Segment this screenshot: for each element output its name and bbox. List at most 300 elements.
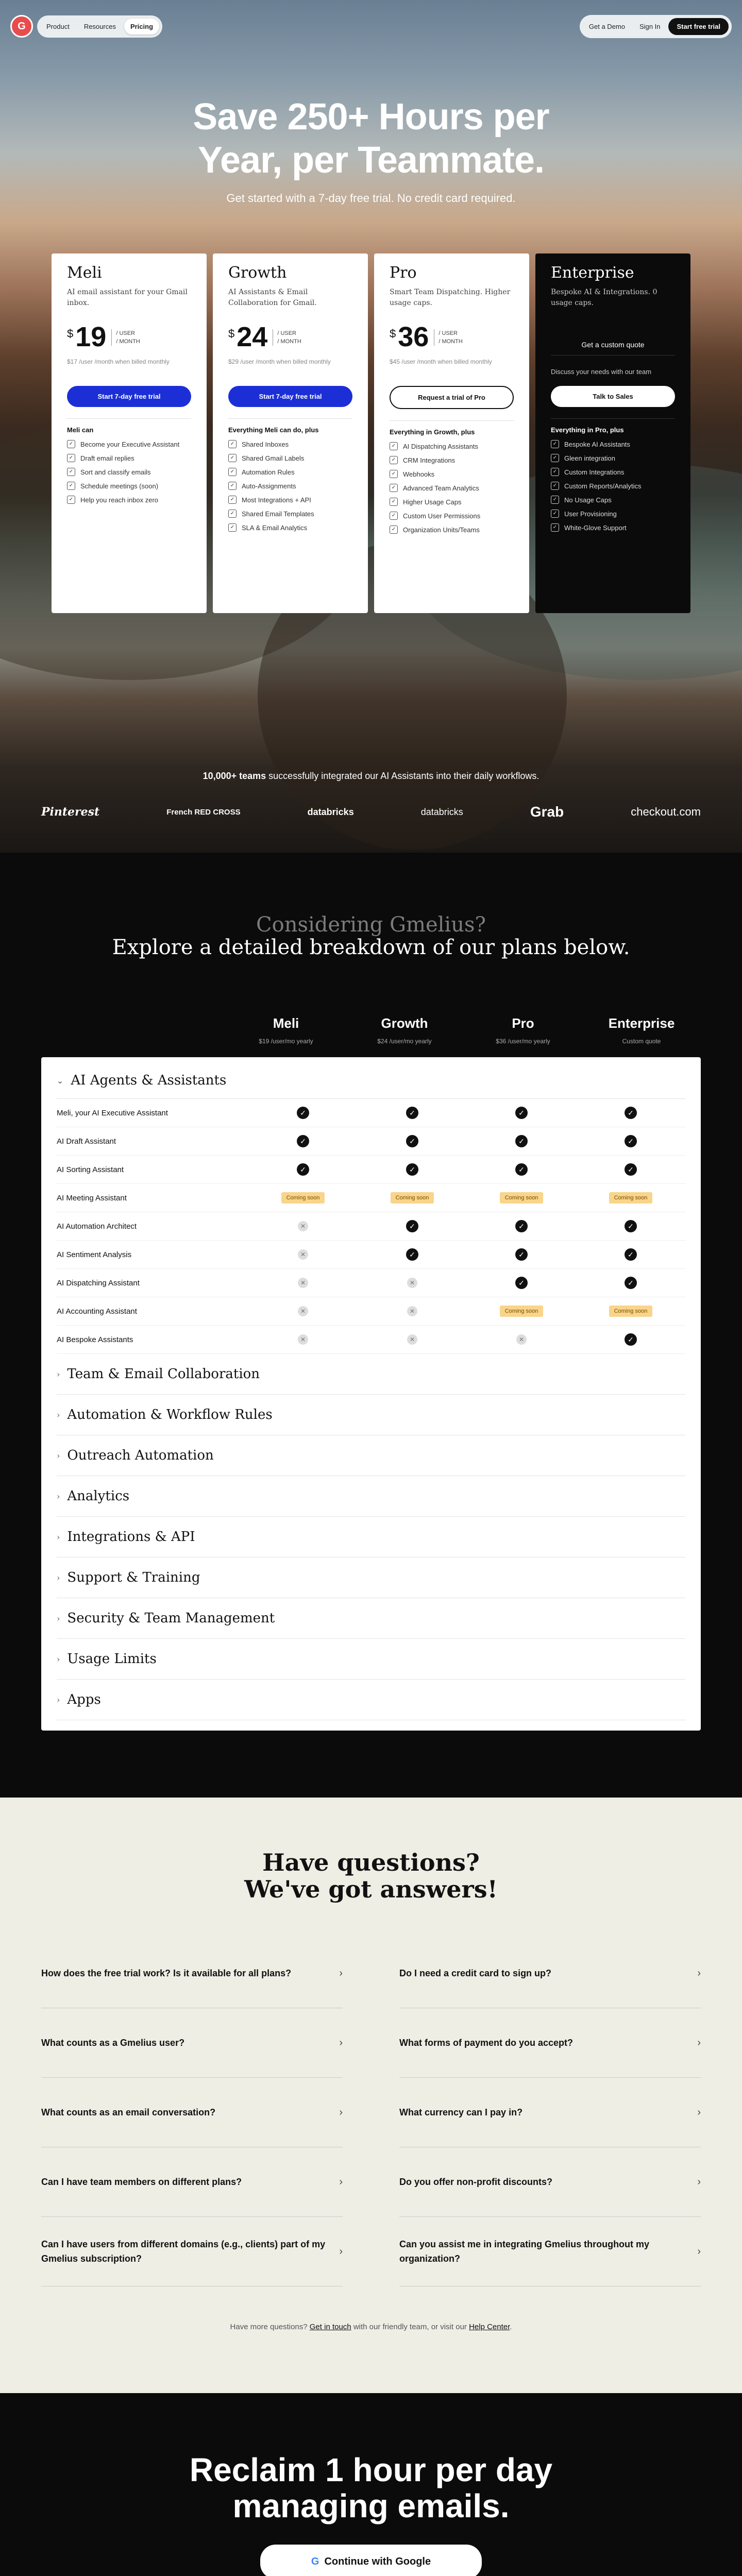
chevron-right-icon: › (697, 2176, 701, 2188)
faq-list (41, 1939, 701, 2286)
feature-item (228, 440, 352, 449)
price-unit-line: / USER (277, 330, 297, 336)
cross-icon: ✕ (407, 1306, 417, 1316)
check-icon: ✓ (515, 1163, 528, 1176)
chevron-right-icon: › (57, 1613, 60, 1623)
feature-icon: ✓ (390, 456, 398, 464)
compare-kicker: Considering Gmelius? (256, 913, 486, 937)
customer-logo: French RED CROSS (166, 807, 241, 817)
hero-title-line: Year, per Teammate. (197, 140, 545, 181)
feature-cell (358, 1248, 467, 1261)
compare-row (57, 1326, 685, 1354)
get-in-touch-link[interactable]: Get in touch (309, 2323, 351, 2331)
divider (228, 418, 352, 419)
plan-price (67, 323, 191, 351)
feature-icon: ✓ (228, 523, 237, 532)
feature-label: Sort and classify emails (80, 468, 151, 476)
faq-question: What currency can I pay in? (399, 2107, 523, 2117)
feature-label: AI Dispatching Assistants (403, 443, 478, 450)
divider (551, 418, 675, 419)
faq-item[interactable] (41, 2217, 343, 2286)
section-toggle[interactable] (57, 1435, 685, 1476)
price-unit-line: / USER (439, 330, 458, 336)
feature-cell (248, 1334, 358, 1345)
feature-cell (358, 1192, 467, 1204)
chevron-right-icon: › (697, 2246, 701, 2257)
check-icon: ✓ (625, 1220, 637, 1232)
chevron-right-icon: › (339, 2176, 343, 2188)
feature-label: Advanced Team Analytics (403, 484, 479, 492)
sign-in-button[interactable]: Sign In (639, 22, 661, 30)
chevron-right-icon: › (339, 2246, 343, 2257)
feature-icon: ✓ (551, 496, 559, 504)
help-center-link[interactable]: Help Center (469, 2323, 510, 2331)
cross-icon: ✕ (298, 1306, 308, 1316)
section-title: Usage Limits (67, 1651, 157, 1667)
check-icon: ✓ (515, 1277, 528, 1289)
compare-col-name: Pro (512, 1015, 534, 1031)
coming-soon-badge: Coming soon (500, 1306, 544, 1317)
section-title: Outreach Automation (67, 1448, 214, 1463)
price-unit (434, 329, 462, 346)
feature-item (390, 526, 514, 534)
feature-icon: ✓ (228, 482, 237, 490)
section-toggle[interactable] (57, 1680, 685, 1720)
cross-icon: ✕ (407, 1334, 417, 1345)
price-unit-line: / MONTH (277, 338, 301, 345)
feature-cell (248, 1135, 358, 1147)
section-title: Automation & Workflow Rules (67, 1407, 273, 1422)
chevron-right-icon: › (57, 1491, 60, 1501)
chevron-right-icon: › (57, 1532, 60, 1542)
plan-description: Smart Team Dispatching. Higher usage caps. (390, 288, 511, 307)
plan-card-enterprise (535, 253, 690, 613)
faq-question: What counts as an email conversation? (41, 2107, 216, 2117)
feature-label: User Provisioning (564, 510, 617, 518)
feature-icon: ✓ (67, 440, 75, 448)
check-icon: ✓ (625, 1107, 637, 1119)
compare-col-price: $36 /user/mo yearly (496, 1038, 550, 1045)
feature-label: White-Glove Support (564, 524, 627, 532)
plan-cta-button[interactable]: Start 7-day free trial (228, 386, 352, 407)
gmelius-logo[interactable]: G (10, 15, 33, 38)
feature-icon: ✓ (390, 484, 398, 492)
section-title: Security & Team Management (67, 1611, 275, 1626)
cta-line: Reclaim 1 hour per day (189, 2451, 553, 2488)
feature-icon: ✓ (551, 454, 559, 462)
feature-cell (576, 1306, 685, 1317)
faq-item[interactable] (399, 1939, 701, 2008)
faq-item[interactable] (41, 2147, 343, 2217)
feature-cell (576, 1192, 685, 1204)
feature-item (67, 482, 191, 490)
feature-cell (358, 1220, 467, 1232)
check-icon: ✓ (297, 1163, 309, 1176)
compare-title: Explore a detailed breakdown of our plans below. (112, 936, 630, 959)
cross-icon: ✕ (298, 1249, 308, 1260)
feature-label: CRM Integrations (403, 456, 456, 464)
feature-item (228, 468, 352, 477)
feature-item (390, 512, 514, 520)
chevron-down-icon: ⌄ (57, 1075, 64, 1086)
feature-label: No Usage Caps (564, 496, 612, 504)
compare-column-headers (41, 1015, 701, 1045)
compare-rows (57, 1099, 685, 1354)
feature-cell (467, 1135, 576, 1147)
features-heading: Everything in Growth, plus (390, 428, 475, 436)
price-unit-line: / MONTH (439, 338, 463, 345)
feature-item (551, 482, 675, 490)
talk-to-sales-button[interactable]: Talk to Sales (551, 386, 675, 407)
pricing-plans (52, 253, 690, 613)
compare-row (57, 1212, 685, 1241)
feature-name: AI Automation Architect (57, 1222, 137, 1231)
plan-cta-button[interactable]: Start 7-day free trial (67, 386, 191, 407)
nav-resources[interactable]: Resources (83, 22, 116, 30)
feature-icon: ✓ (551, 440, 559, 448)
feature-item (390, 498, 514, 506)
feature-cell (248, 1221, 358, 1231)
feature-label: Organization Units/Teams (403, 526, 480, 534)
feature-item (228, 454, 352, 463)
feature-item (67, 468, 191, 477)
feature-item (228, 510, 352, 518)
feature-item (228, 482, 352, 490)
feature-cell (358, 1306, 467, 1316)
feature-cell (248, 1163, 358, 1176)
plan-card-meli (52, 253, 207, 613)
customer-logo: checkout.com (631, 805, 701, 818)
faq-more: Have more questions? Get in touch with our friendly team, or visit our Help Center. (230, 2323, 512, 2331)
faq-question: How does the free trial work? Is it available for all plans? (41, 1968, 292, 1978)
feature-name: AI Bespoke Assistants (57, 1335, 133, 1344)
feature-icon: ✓ (67, 482, 75, 490)
trust-rest: successfully integrated our AI Assistants into their daily workflows. (266, 771, 539, 781)
feature-name: Meli, your AI Executive Assistant (57, 1108, 168, 1117)
feature-item (551, 510, 675, 518)
feature-label: Shared Inboxes (242, 440, 289, 448)
feature-label: Custom Reports/Analytics (564, 482, 642, 490)
feature-icon: ✓ (228, 440, 237, 448)
feature-cell (576, 1333, 685, 1346)
compare-table (41, 1057, 701, 1731)
divider (67, 418, 191, 419)
continue-with-google-button[interactable] (260, 2545, 482, 2576)
section-toggle[interactable] (57, 1354, 685, 1395)
currency-symbol: $ (228, 327, 235, 340)
section-toggle-ai-agents[interactable] (57, 1067, 685, 1099)
faq-question: Do I need a credit card to sign up? (399, 1968, 552, 1978)
feature-cell (248, 1192, 358, 1204)
customer-logo: Pinterest (41, 805, 100, 819)
currency-symbol: $ (67, 327, 74, 340)
annual-note: $45 /user /month when billed monthly (390, 358, 492, 365)
section-toggle[interactable] (57, 1557, 685, 1598)
nav-product[interactable]: Product (46, 22, 70, 30)
feature-name: AI Dispatching Assistant (57, 1278, 140, 1287)
compare-row (57, 1156, 685, 1184)
chevron-right-icon: › (339, 2107, 343, 2118)
compare-col-name: Meli (273, 1015, 299, 1031)
feature-cell (358, 1278, 467, 1288)
compare-col-price: Custom quote (622, 1038, 661, 1045)
price-unit-line: / MONTH (116, 338, 140, 345)
faq-item[interactable] (399, 2217, 701, 2286)
custom-quote-label: Get a custom quote (551, 334, 675, 355)
plan-name: Meli (67, 264, 102, 282)
faq-title (0, 1849, 742, 1903)
feature-name: AI Meeting Assistant (57, 1193, 127, 1202)
coming-soon-badge: Coming soon (391, 1192, 434, 1204)
nav-pricing[interactable]: Pricing (124, 19, 159, 35)
check-icon: ✓ (406, 1163, 418, 1176)
feature-icon: ✓ (390, 470, 398, 478)
feature-cell (467, 1220, 576, 1232)
feature-label: Become your Executive Assistant (80, 440, 180, 448)
feature-cell (358, 1163, 467, 1176)
plan-card-growth (213, 253, 368, 613)
feature-item (551, 440, 675, 449)
feature-name: AI Draft Assistant (57, 1137, 116, 1146)
chevron-right-icon: › (57, 1572, 60, 1583)
compare-row (57, 1127, 685, 1156)
feature-name: AI Sentiment Analysis (57, 1250, 132, 1259)
chevron-right-icon: › (697, 2037, 701, 2048)
annual-note: $17 /user /month when billed monthly (67, 358, 170, 365)
feature-cell (248, 1278, 358, 1288)
plan-description: AI email assistant for your Gmail inbox. (67, 288, 188, 307)
hero-title-line: Save 250+ Hours per (193, 96, 549, 138)
cta-line: managing emails. (232, 2487, 510, 2524)
feature-cell (358, 1135, 467, 1147)
cross-icon: ✕ (516, 1334, 527, 1345)
feature-cell (576, 1135, 685, 1147)
faq-item[interactable] (399, 2008, 701, 2078)
section-toggle[interactable] (57, 1639, 685, 1680)
plan-description: Bespoke AI & Integrations. 0 usage caps. (551, 288, 657, 307)
compare-sections (57, 1354, 685, 1720)
cross-icon: ✕ (298, 1278, 308, 1288)
section-title: Apps (67, 1692, 101, 1707)
faq-question: Can you assist me in integrating Gmelius throughout my organization? (399, 2239, 650, 2264)
feature-label: Custom Integrations (564, 468, 625, 476)
check-icon: ✓ (406, 1107, 418, 1119)
feature-label: Webhooks (403, 470, 435, 478)
feature-name: AI Sorting Assistant (57, 1165, 124, 1174)
feature-label: Most Integrations + API (242, 496, 311, 504)
faq-item[interactable] (41, 2008, 343, 2078)
feature-cell (248, 1107, 358, 1119)
section-toggle[interactable] (57, 1598, 685, 1639)
feature-label: Auto-Assignments (242, 482, 296, 490)
feature-cell (358, 1107, 467, 1119)
faq-item[interactable] (41, 2078, 343, 2147)
faq-section (0, 1798, 742, 2393)
feature-label: SLA & Email Analytics (242, 524, 308, 532)
feature-label: Shared Email Templates (242, 510, 314, 518)
coming-soon-badge: Coming soon (609, 1192, 653, 1204)
feature-icon: ✓ (551, 523, 559, 532)
check-icon: ✓ (515, 1107, 528, 1119)
compare-row (57, 1269, 685, 1297)
section-title: AI Agents & Assistants (71, 1073, 227, 1088)
compare-row (57, 1297, 685, 1326)
compare-row (57, 1184, 685, 1212)
price-amount: 36 (398, 321, 429, 352)
chevron-right-icon: › (57, 1694, 60, 1705)
feature-name: AI Accounting Assistant (57, 1307, 137, 1316)
feature-item (390, 442, 514, 451)
plan-name: Growth (228, 264, 287, 282)
section-toggle[interactable] (57, 1517, 685, 1557)
feature-item (551, 468, 675, 477)
plan-comparison (0, 853, 742, 1798)
feature-cell (467, 1107, 576, 1119)
chevron-right-icon: › (57, 1369, 60, 1379)
feature-cell (467, 1192, 576, 1204)
compare-col-name: Growth (381, 1015, 428, 1031)
chevron-right-icon: › (339, 1968, 343, 1979)
chevron-right-icon: › (57, 1450, 60, 1461)
faq-title-line: We've got answers! (244, 1875, 498, 1903)
faq-item[interactable] (399, 2078, 701, 2147)
feature-item (67, 496, 191, 504)
plan-name: Pro (390, 264, 417, 282)
feature-icon: ✓ (390, 512, 398, 520)
trust-statement (0, 771, 742, 782)
check-icon: ✓ (625, 1277, 637, 1289)
compare-col-price: $19 /user/mo yearly (259, 1038, 313, 1045)
feature-label: Higher Usage Caps (403, 498, 462, 506)
feature-cell (576, 1107, 685, 1119)
section-title: Analytics (67, 1488, 130, 1504)
feature-cell (576, 1163, 685, 1176)
coming-soon-badge: Coming soon (281, 1192, 325, 1204)
check-icon: ✓ (625, 1163, 637, 1176)
chevron-right-icon: › (57, 1654, 60, 1664)
check-icon: ✓ (406, 1220, 418, 1232)
check-icon: ✓ (406, 1135, 418, 1147)
annual-note: $29 /user /month when billed monthly (228, 358, 331, 365)
feature-icon: ✓ (390, 498, 398, 506)
feature-cell (467, 1277, 576, 1289)
check-icon: ✓ (515, 1248, 528, 1261)
divider (390, 420, 514, 421)
faq-question: What counts as a Gmelius user? (41, 2038, 185, 2048)
section-toggle[interactable] (57, 1476, 685, 1517)
faq-item[interactable] (399, 2147, 701, 2217)
compare-col-name: Enterprise (608, 1015, 675, 1031)
plan-card-pro (374, 253, 529, 613)
feature-label: Help you reach inbox zero (80, 496, 159, 504)
feature-label: Bespoke AI Assistants (564, 440, 630, 448)
section-toggle[interactable] (57, 1395, 685, 1435)
features-heading: Meli can (67, 426, 94, 434)
plan-cta-button[interactable]: Request a trial of Pro (390, 386, 514, 409)
feature-icon: ✓ (551, 482, 559, 490)
feature-item (390, 484, 514, 493)
plan-description: AI Assistants & Email Collaboration for Gmail. (228, 288, 317, 307)
feature-item (67, 454, 191, 463)
feature-icon: ✓ (67, 468, 75, 476)
feature-cell (248, 1306, 358, 1316)
trust-bold: 10,000+ teams (203, 771, 266, 781)
feature-icon: ✓ (67, 454, 75, 462)
feature-label: Draft email replies (80, 454, 134, 462)
compare-row (57, 1241, 685, 1269)
feature-icon: ✓ (228, 468, 237, 476)
feature-item (67, 440, 191, 449)
customer-logo: Grab (530, 804, 564, 820)
google-button-label: Continue with Google (324, 2556, 431, 2567)
check-icon: ✓ (625, 1135, 637, 1147)
check-icon: ✓ (515, 1135, 528, 1147)
feature-item (228, 496, 352, 504)
coming-soon-badge: Coming soon (500, 1192, 544, 1204)
cross-icon: ✕ (298, 1221, 308, 1231)
price-amount: 19 (75, 321, 107, 352)
google-icon: G (311, 2556, 319, 2567)
feature-cell (467, 1163, 576, 1176)
features-heading: Everything in Pro, plus (551, 426, 624, 434)
feature-icon: ✓ (228, 496, 237, 504)
currency-symbol: $ (390, 327, 396, 340)
feature-icon: ✓ (551, 510, 559, 518)
customer-logos (41, 804, 701, 820)
feature-cell (576, 1277, 685, 1289)
get-demo-button[interactable]: Get a Demo (588, 22, 625, 30)
feature-icon: ✓ (390, 526, 398, 534)
hero-title (0, 95, 742, 182)
section-title: Team & Email Collaboration (67, 1366, 260, 1382)
customer-logo: databricks (307, 806, 354, 817)
feature-icon: ✓ (551, 468, 559, 476)
start-trial-button[interactable]: Start free trial (668, 18, 729, 35)
feature-icon: ✓ (228, 454, 237, 462)
feature-cell (467, 1248, 576, 1261)
faq-more-text: Have more questions? (230, 2323, 310, 2331)
compare-col-price: $24 /user/mo yearly (377, 1038, 432, 1045)
feature-icon: ✓ (228, 510, 237, 518)
chevron-right-icon: › (339, 2037, 343, 2048)
check-icon: ✓ (297, 1107, 309, 1119)
cross-icon: ✕ (407, 1278, 417, 1288)
features-heading: Everything Meli can do, plus (228, 426, 319, 434)
price-unit (273, 329, 301, 346)
feature-item (390, 470, 514, 479)
faq-question: What forms of payment do you accept? (399, 2038, 574, 2048)
feature-cell (248, 1249, 358, 1260)
faq-title-line: Have questions? (262, 1849, 480, 1876)
faq-question: Can I have users from different domains (e.g., clients) part of my Gmelius subscription? (41, 2239, 326, 2264)
feature-label: Automation Rules (242, 468, 295, 476)
feature-cell (576, 1220, 685, 1232)
coming-soon-badge: Coming soon (609, 1306, 653, 1317)
check-icon: ✓ (515, 1220, 528, 1232)
section-title: Support & Training (67, 1570, 200, 1585)
faq-question: Can I have team members on different plans? (41, 2177, 242, 2187)
feature-cell (576, 1248, 685, 1261)
price-unit (111, 329, 140, 346)
feature-item (551, 454, 675, 463)
feature-item (551, 496, 675, 504)
price-unit-line: / USER (116, 330, 136, 336)
faq-item[interactable] (41, 1939, 343, 2008)
footer (0, 2393, 742, 2576)
faq-more-text: with our friendly team, or visit our (351, 2323, 469, 2331)
feature-item (551, 523, 675, 532)
feature-cell (467, 1306, 576, 1317)
